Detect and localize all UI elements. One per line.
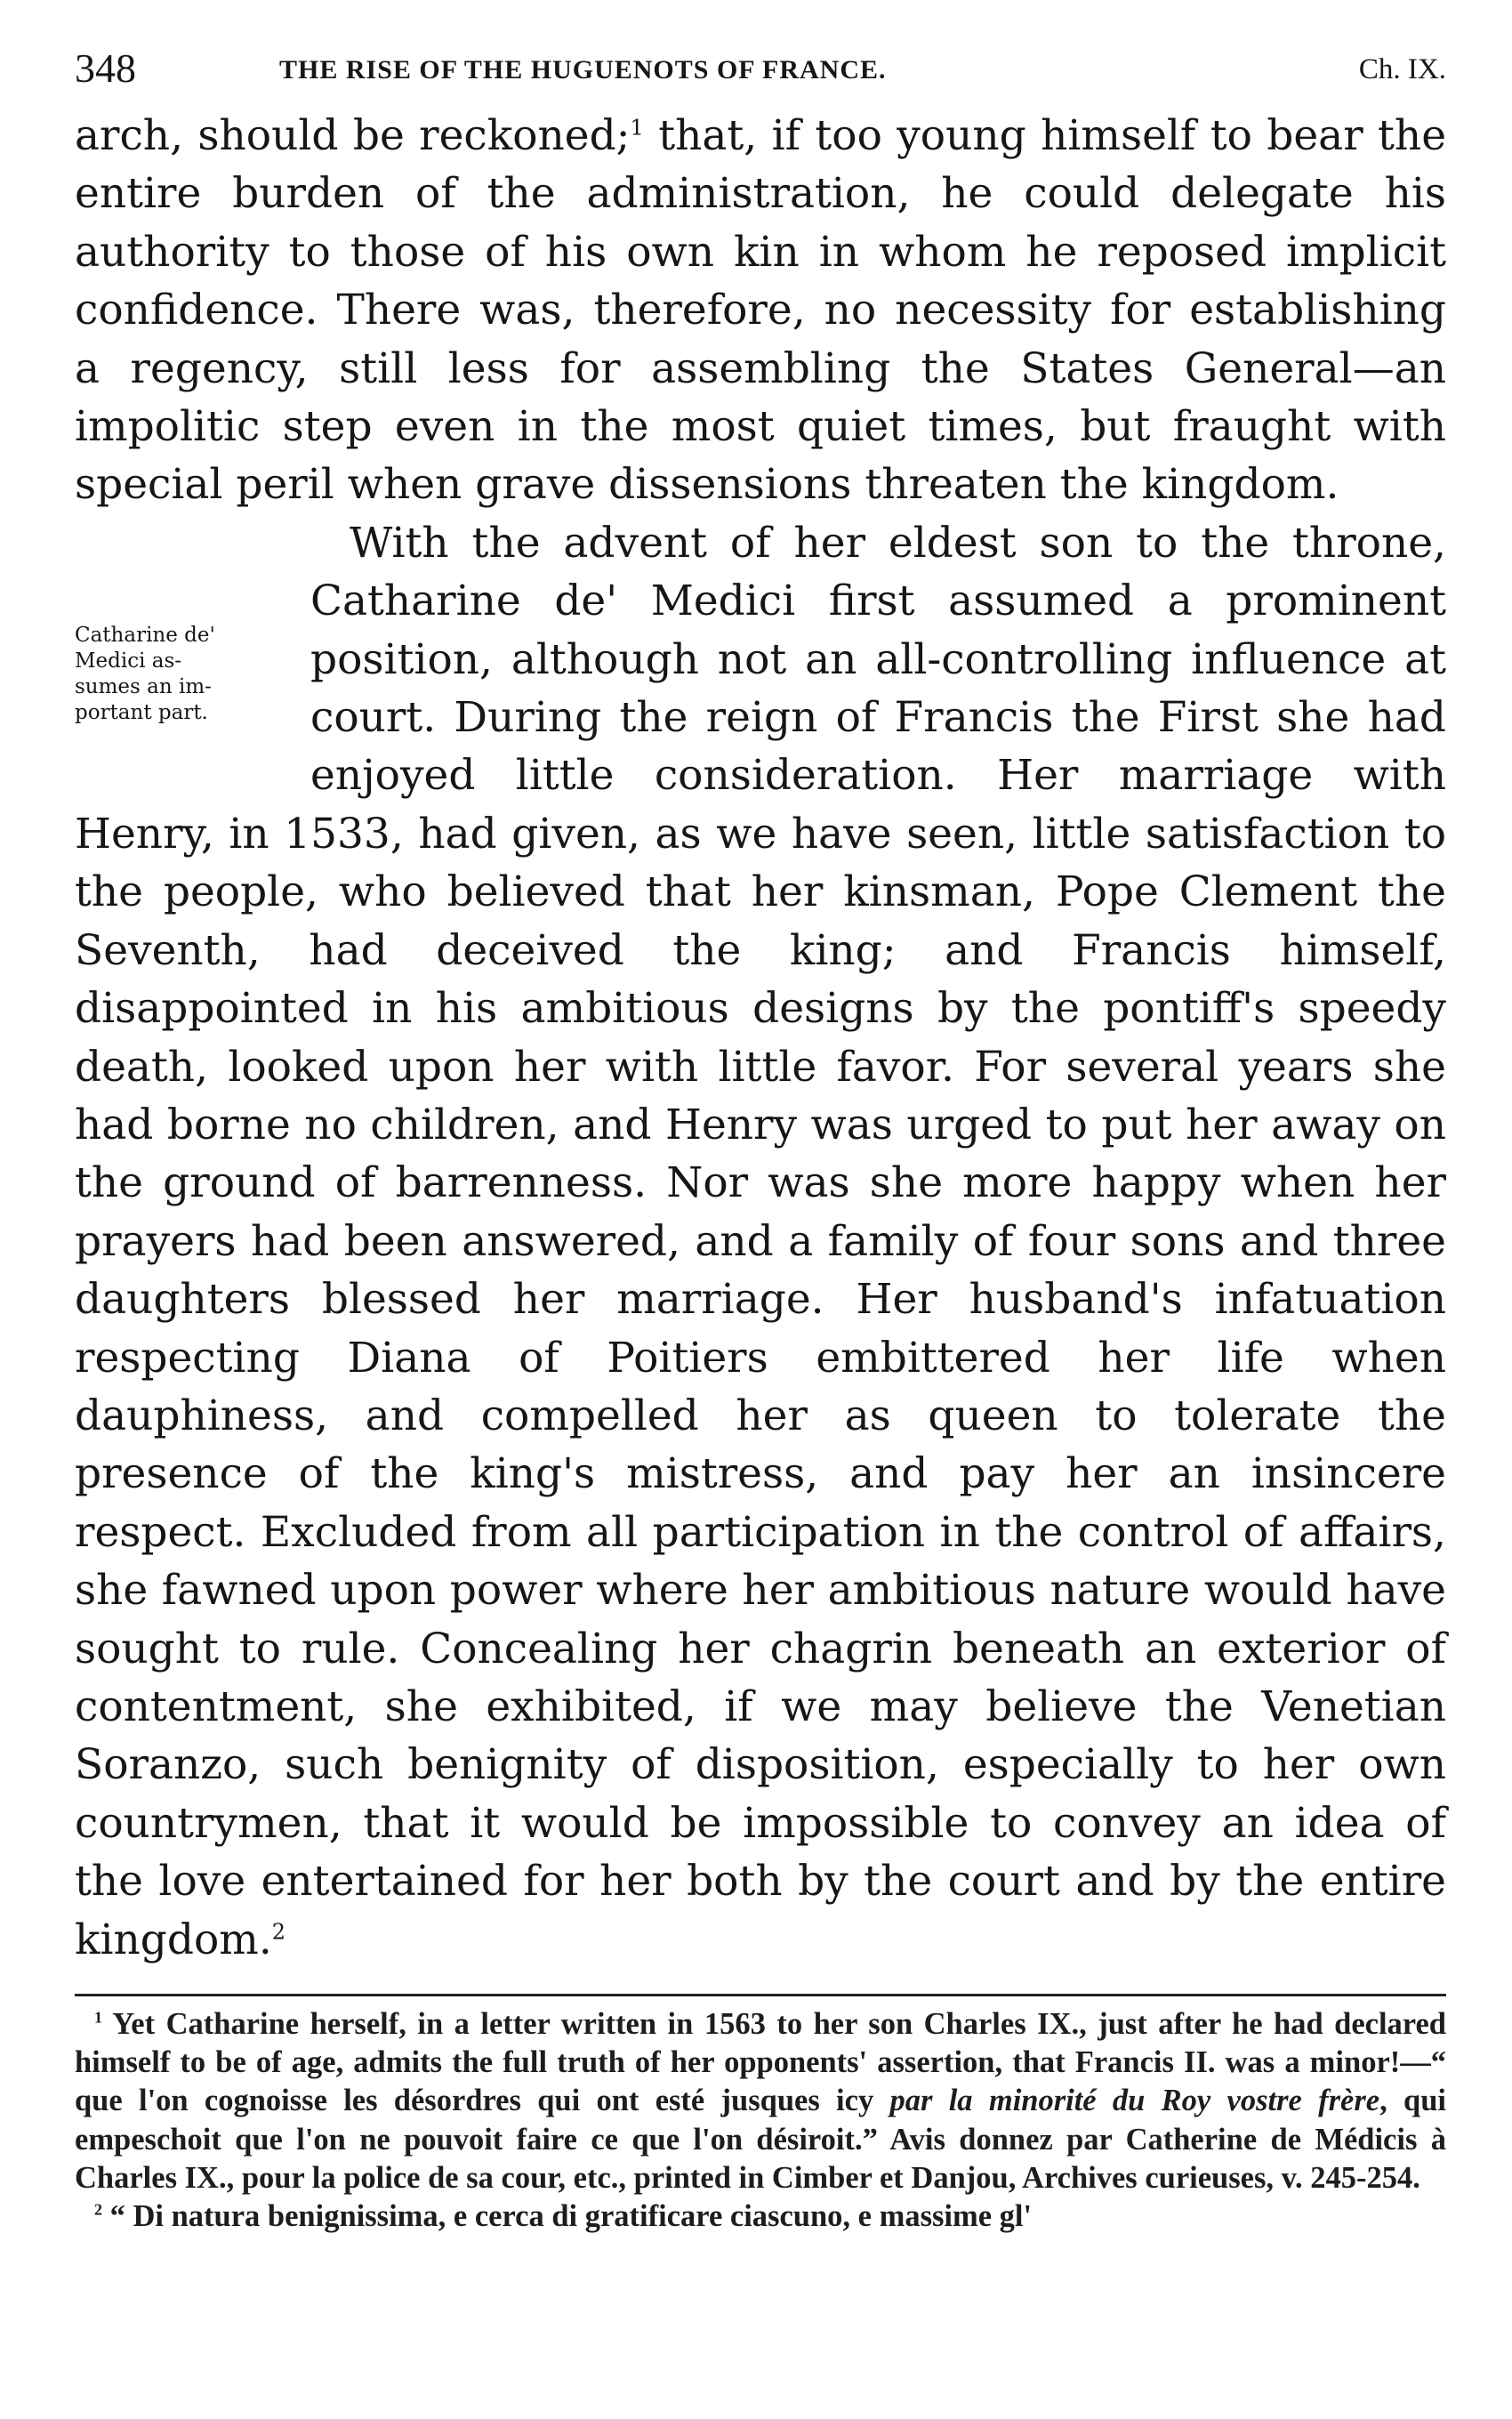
margin-note-line: Medici as- [75,649,182,673]
paragraph-2-wrap [75,514,1446,1969]
paragraph-1-text-a: arch, should be reckoned; [75,111,631,160]
running-title: THE RISE OF THE HUGUENOTS OF FRANCE. [279,55,887,85]
footnote-1-text-b: , qui empeschoit que l'on ne pouvoit faire ce que l'on désiroit.” Avis donnez par Catherine de Médicis à Charles IX., pour la police de sa cour, etc., printed in Cimber et Danjou, Archives curieuses, v. 245-254. [75,2084,1446,2195]
book-page [75,44,1446,2236]
footnote-ref-1[interactable]: 1 [630,115,644,141]
page-number: 348 [75,45,136,91]
margin-note-line: sumes an im- [75,674,212,698]
margin-note-line: portant part. [75,700,208,724]
running-head [75,44,1446,107]
margin-note [75,623,302,726]
chapter-label: Ch. IX. [1358,53,1446,85]
footnote-divider [75,1994,1446,1996]
paragraph-2-text: With the advent of her eldest son to the throne, Catharine de' Medici first assumed a prominent position, although not an all-controlling influence at court. During the reign of Francis the First she had enjoyed little consideration. Her marriage with Henry, in 1533, had given, as we have seen, little satisfaction to the people, who believed that her kinsman, Pope Clement the Seventh, had deceived the king; and Francis himself, disappointed in his ambitious designs by the pontiff's speedy death, looked upon her with little favor. For several years she had borne no children, and Henry was urged to put her away on the ground of barrenness. Nor was she more happy when her prayers had been answered, and a family of four sons and three daughters blessed her marriage. Her husband's infatuation respecting Diana of Poitiers embittered her life when dauphiness, and compelled her as queen to tolerate the presence of the king's mistress, and pay her an insincere respect. Excluded from all participation in the control of affairs, she fawned upon power where her ambitious nature would have sought to rule. Concealing her chagrin beneath an exterior of contentment, she exhibited, if we may believe the Venetian Soranzo, such benignity of disposition, especially to her own countrymen, that it would be impossible to convey an idea of the love entertained for her both by the court and by the entire kingdom. [75,518,1446,1964]
paragraph-1 [75,107,1446,514]
footnote-2-text: “ Di natura benignissima, e cerca di gratificare ciascuno, e massime gl' [102,2199,1033,2234]
footnotes [75,2005,1446,2236]
margin-note-line: Catharine de' [75,623,215,647]
footnote-1 [75,2005,1446,2197]
paragraph-1-text-b: that, if too young himself to bear the entire burden of the administration, he could delegate his authority to those of his own kin in whom he reposed implicit confidence. There was, therefore, no necessity for establishing a regency, still less for assembling the States General—an impolitic step even in the most quiet times, but fraught with special peril when grave dissensions threaten the kingdom. [75,111,1447,510]
footnote-2 [75,2197,1446,2236]
footnote-ref-2[interactable]: 2 [271,1918,286,1944]
footnote-1-italic: par la minorité du Roy vostre frère [889,2084,1380,2118]
footnote-1-marker: 1 [94,2008,102,2027]
footnote-2-marker: 2 [94,2200,102,2219]
footnote-1-text-a: Yet Catharine herself, in a letter written in 1563 to her son Charles IX., just after he had declared himself to be of age, admits the full truth of her opponents' assertion, that Francis II. was a minor!—“ que l'on cognoisse les désordres qui ont esté jusques icy [75,2007,1446,2118]
